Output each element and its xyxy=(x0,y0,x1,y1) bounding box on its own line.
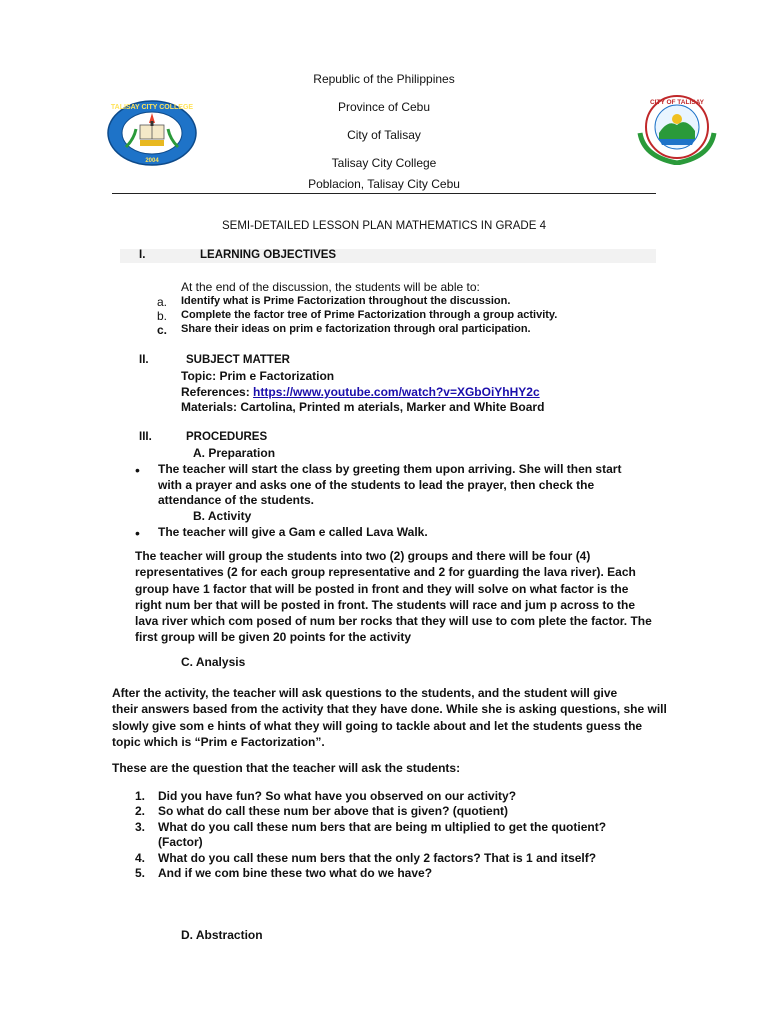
objective-item-a: Identify what is Prime Factorization throughout the discussion. xyxy=(181,295,511,307)
left-logo-year: 2004 xyxy=(145,158,159,164)
question-number: 3. xyxy=(135,820,146,834)
question-text: Did you have fun? So what have you observed on our activity? xyxy=(158,789,517,803)
right-logo-text: CITY OF TALISAY xyxy=(649,99,705,106)
analysis-line: their answers based from the activity that they have done. While she is asking questions, she will xyxy=(112,702,667,717)
procedure-a-label: A. Preparation xyxy=(193,446,276,460)
preparation-line-2: with a prayer and asks one of the students to lead the prayer, then check the xyxy=(158,478,595,492)
question-number: 2. xyxy=(135,804,146,818)
procedures-numeral: III. xyxy=(139,431,152,443)
question-text: What do you call these num bers that are being m ultiplied to get the quotient? xyxy=(158,820,607,834)
document-title: SEMI-DETAILED LESSON PLAN MATHEMATICS IN GRADE 4 xyxy=(222,220,546,232)
analysis-paragraph xyxy=(112,685,672,750)
objectives-numeral: I. xyxy=(139,249,146,261)
subject-references xyxy=(181,385,540,399)
activity-line: lava river which com posed of num ber rocks that they will use to com plete the factor. The xyxy=(135,614,652,629)
left-logo-text: TALISAY CITY COLLEGE xyxy=(110,104,194,111)
objective-marker-a: a. xyxy=(157,295,168,309)
header-college: Talisay City College xyxy=(331,156,437,170)
question-number: 4. xyxy=(135,851,146,865)
talisay-city-college-logo xyxy=(106,99,198,167)
question-text: (Factor) xyxy=(158,835,203,849)
analysis-line: slowly give som e hints of what they will going to tackle about and let the students guess the xyxy=(112,718,643,733)
objectives-heading: LEARNING OBJECTIVES xyxy=(200,249,337,261)
objective-item-b: Complete the factor tree of Prime Factorization through a group activity. xyxy=(181,309,558,321)
subject-heading: SUBJECT MATTER xyxy=(186,354,290,366)
objectives-intro: At the end of the discussion, the students will be able to: xyxy=(181,280,480,294)
question-text: And if we com bine these two what do we have? xyxy=(158,866,433,880)
analysis-line: topic which is “Prim e Factorization”. xyxy=(112,734,325,749)
objective-marker-c: c. xyxy=(157,323,168,337)
objective-marker-b: b. xyxy=(157,309,168,323)
header-city: City of Talisay xyxy=(347,128,421,142)
question-number: 1. xyxy=(135,789,146,803)
analysis-line: After the activity, the teacher will ask questions to the students, and the student will give xyxy=(112,686,618,700)
question-text: So what do call these num ber above that is given? (quotient) xyxy=(158,804,509,818)
bullet-dot: • xyxy=(135,462,140,478)
procedure-b-label: B. Activity xyxy=(193,509,252,523)
subject-topic: Topic: Prim e Factorization xyxy=(181,369,335,383)
activity-line: The teacher will group the students into two (2) groups and there will be four (4) xyxy=(135,549,591,563)
activity-line: right num ber that will be posted in front. The students will race and jum p across to the xyxy=(135,597,636,612)
header-republic: Republic of the Philippines xyxy=(313,72,455,86)
bullet-dot: • xyxy=(135,525,140,541)
procedures-heading: PROCEDURES xyxy=(186,431,268,443)
preparation-line-3: attendance of the students. xyxy=(158,493,315,507)
preparation-line-1: The teacher will start the class by greeting them upon arriving. She will then start xyxy=(158,462,622,476)
header-divider xyxy=(112,193,656,194)
city-of-talisay-seal xyxy=(634,93,720,165)
subject-materials: Materials: Cartolina, Printed m aterials, Marker and White Board xyxy=(181,400,545,414)
activity-line: representatives (2 for each group representative and 2 for guarding the lava river). Each xyxy=(135,565,636,580)
references-link[interactable]: https://www.youtube.com/watch?v=XGbOiYhHY2c xyxy=(253,385,540,399)
objective-item-c: Share their ideas on prim e factorization through oral participation. xyxy=(181,323,531,335)
activity-paragraph xyxy=(135,548,675,646)
header-address: Poblacion, Talisay City Cebu xyxy=(308,177,460,191)
activity-bullet: The teacher will give a Gam e called Lava Walk. xyxy=(158,525,428,539)
activity-line: first group will be given 20 points for the activity xyxy=(135,630,412,645)
procedure-c-label: C. Analysis xyxy=(181,655,246,669)
references-label: References: xyxy=(181,385,254,399)
header-province: Province of Cebu xyxy=(337,100,431,114)
activity-line: group have 1 factor that will be posted in front and they will solve on what factor is the xyxy=(135,581,629,596)
question-text: What do you call these num bers that the only 2 factors? That is 1 and itself? xyxy=(158,851,597,865)
question-number: 5. xyxy=(135,866,146,880)
procedure-d-label: D. Abstraction xyxy=(181,928,263,942)
subject-numeral: II. xyxy=(139,354,149,366)
questions-intro: These are the question that the teacher will ask the students: xyxy=(112,761,461,775)
